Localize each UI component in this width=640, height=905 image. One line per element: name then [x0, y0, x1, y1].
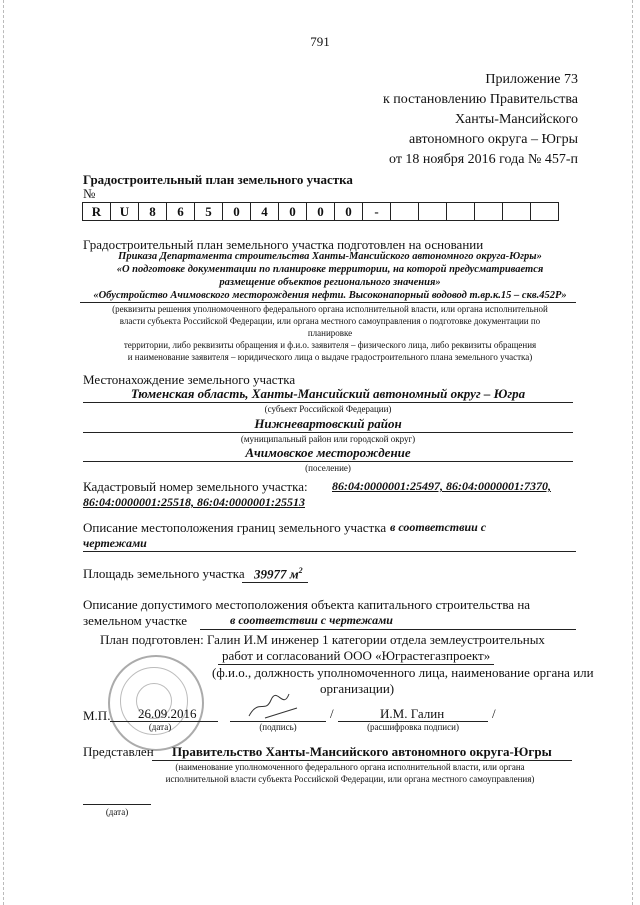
code-cell: 5 — [195, 203, 223, 221]
prepared-line: (ф.и.о., должность уполномоченного лица, наименование органа или — [212, 665, 594, 680]
code-cell: 4 — [251, 203, 279, 221]
placement-value: в соответствии с чертежами — [230, 613, 393, 627]
plan-number-grid — [82, 202, 559, 221]
boundaries-value: чертежами — [83, 536, 147, 550]
slash: / — [330, 706, 334, 721]
underline — [83, 551, 576, 552]
underline — [242, 582, 308, 583]
slash: / — [492, 706, 496, 721]
mp-label: М.П. — [83, 708, 111, 723]
boundaries-label: Описание местоположения границ земельного участка — [83, 520, 387, 535]
code-cell: - — [363, 203, 391, 221]
appendix-line: автономного округа – Югры — [409, 132, 578, 147]
appendix-line: Приложение 73 — [485, 72, 578, 87]
right-scan-edge — [632, 0, 634, 905]
code-cell: 0 — [307, 203, 335, 221]
cadastral-value: 86:04:0000001:25497, 86:04:0000001:7370, — [332, 479, 551, 493]
subject-note: (субъект Российской Федерации) — [264, 404, 392, 414]
district-note: (муниципальный район или городской округ) — [240, 434, 416, 444]
appendix-line: от 18 ноября 2016 года № 457-п — [389, 152, 578, 167]
date-bottom-note: (дата) — [105, 807, 129, 817]
presented-note: исполнительной власти субъекта Российской Федерации, или органа местного самоуправления) — [165, 774, 535, 784]
appendix-header — [383, 70, 578, 170]
code-cell: 0 — [279, 203, 307, 221]
location-settlement: Ачимовское месторождение — [245, 445, 411, 460]
underline — [200, 629, 576, 630]
basis-line: «О подготовке документации по планировке территории, на которой предусматривается — [116, 264, 544, 275]
code-cell — [531, 203, 559, 221]
basis-note: власти субъекта Российской Федерации, или органа местного самоуправления о подготовке документации по — [119, 316, 541, 326]
cadastral-label: Кадастровый номер земельного участка: — [83, 479, 308, 494]
name-note: (расшифровка подписи) — [367, 722, 459, 732]
appendix-line: Ханты-Мансийского — [454, 112, 578, 127]
location-subject: Тюменская область, Ханты-Мансийский автономный округ – Югра — [130, 386, 526, 401]
handwritten-signature — [245, 688, 305, 722]
code-cell — [503, 203, 531, 221]
code-cell — [475, 203, 503, 221]
left-scan-edge — [3, 0, 5, 905]
location-district: Нижневартовский район — [254, 416, 402, 431]
placement-label: Описание допустимого местоположения объекта капитального строительства на — [83, 597, 531, 612]
number-label: № — [83, 186, 96, 201]
area-value — [254, 566, 303, 582]
prepared-line: организации) — [320, 681, 395, 696]
basis-line: «Обустройство Ачимовского месторождения нефти. Высоконапорный водовод т.вр.к.15 – скв.452Р» — [93, 290, 567, 301]
presented-value: Правительство Ханты-Мансийского автономного округа-Югры — [172, 744, 552, 759]
area-sup: 2 — [298, 566, 303, 575]
signature-date: 26.09.2016 — [138, 706, 197, 721]
plan-title: Градостроительный план земельного участка — [83, 172, 353, 187]
basis-line: Приказа Департамента строительства Ханты-Мансийского автономного округа-Югры» — [118, 251, 542, 262]
basis-note: и наименование заявителя – юридического лица о выдаче градостроительного плана земельного участка) — [127, 352, 533, 362]
cadastral-value: 86:04:0000001:25518, 86:04:0000001:25513 — [83, 495, 305, 509]
sign-note: (подпись) — [259, 722, 297, 732]
code-cell: 8 — [139, 203, 167, 221]
basis-note: планировке — [307, 328, 353, 338]
area-number: 39977 м — [254, 566, 299, 582]
prepared-line: работ и согласований ООО «Юграстегазпроект» — [222, 648, 491, 663]
basis-note: (реквизиты решения уполномоченного федерального органа исполнительной власти, или органа исполнительной — [112, 304, 548, 314]
location-label: Местонахождение земельного участка — [83, 372, 296, 387]
code-cell: U — [111, 203, 139, 221]
code-cell — [447, 203, 475, 221]
appendix-line: к постановлению Правительства — [382, 92, 578, 107]
boundaries-value: в соответствии с — [390, 520, 487, 534]
code-cell: 0 — [223, 203, 251, 221]
code-cell: R — [83, 203, 111, 221]
basis-intro: Градостроительный план земельного участка подготовлен на основании — [83, 237, 484, 252]
underline — [83, 804, 151, 805]
presented-note: (наименование уполномоченного федерального органа исполнительной власти, или органа — [175, 762, 525, 772]
code-cell: 6 — [167, 203, 195, 221]
area-label: Площадь земельного участка — [83, 566, 245, 581]
code-cell — [391, 203, 419, 221]
code-cell: 0 — [335, 203, 363, 221]
date-note: (дата) — [148, 722, 172, 732]
code-cell — [419, 203, 447, 221]
signature-name: И.М. Галин — [380, 706, 445, 721]
prepared-line: План подготовлен: Галин И.М инженер 1 категории отдела землеустроительных — [100, 632, 545, 647]
placement-label: земельном участке — [83, 613, 188, 628]
page-number: 791 — [310, 34, 330, 49]
settlement-note: (поселение) — [305, 463, 351, 473]
basis-note: территории, либо реквизиты обращения и ф.и.о. заявителя – физического лица, либо реквизиты обращения — [123, 340, 537, 350]
presented-label: Представлен — [83, 744, 154, 759]
basis-line: размещение объектов регионального значения» — [219, 277, 441, 288]
